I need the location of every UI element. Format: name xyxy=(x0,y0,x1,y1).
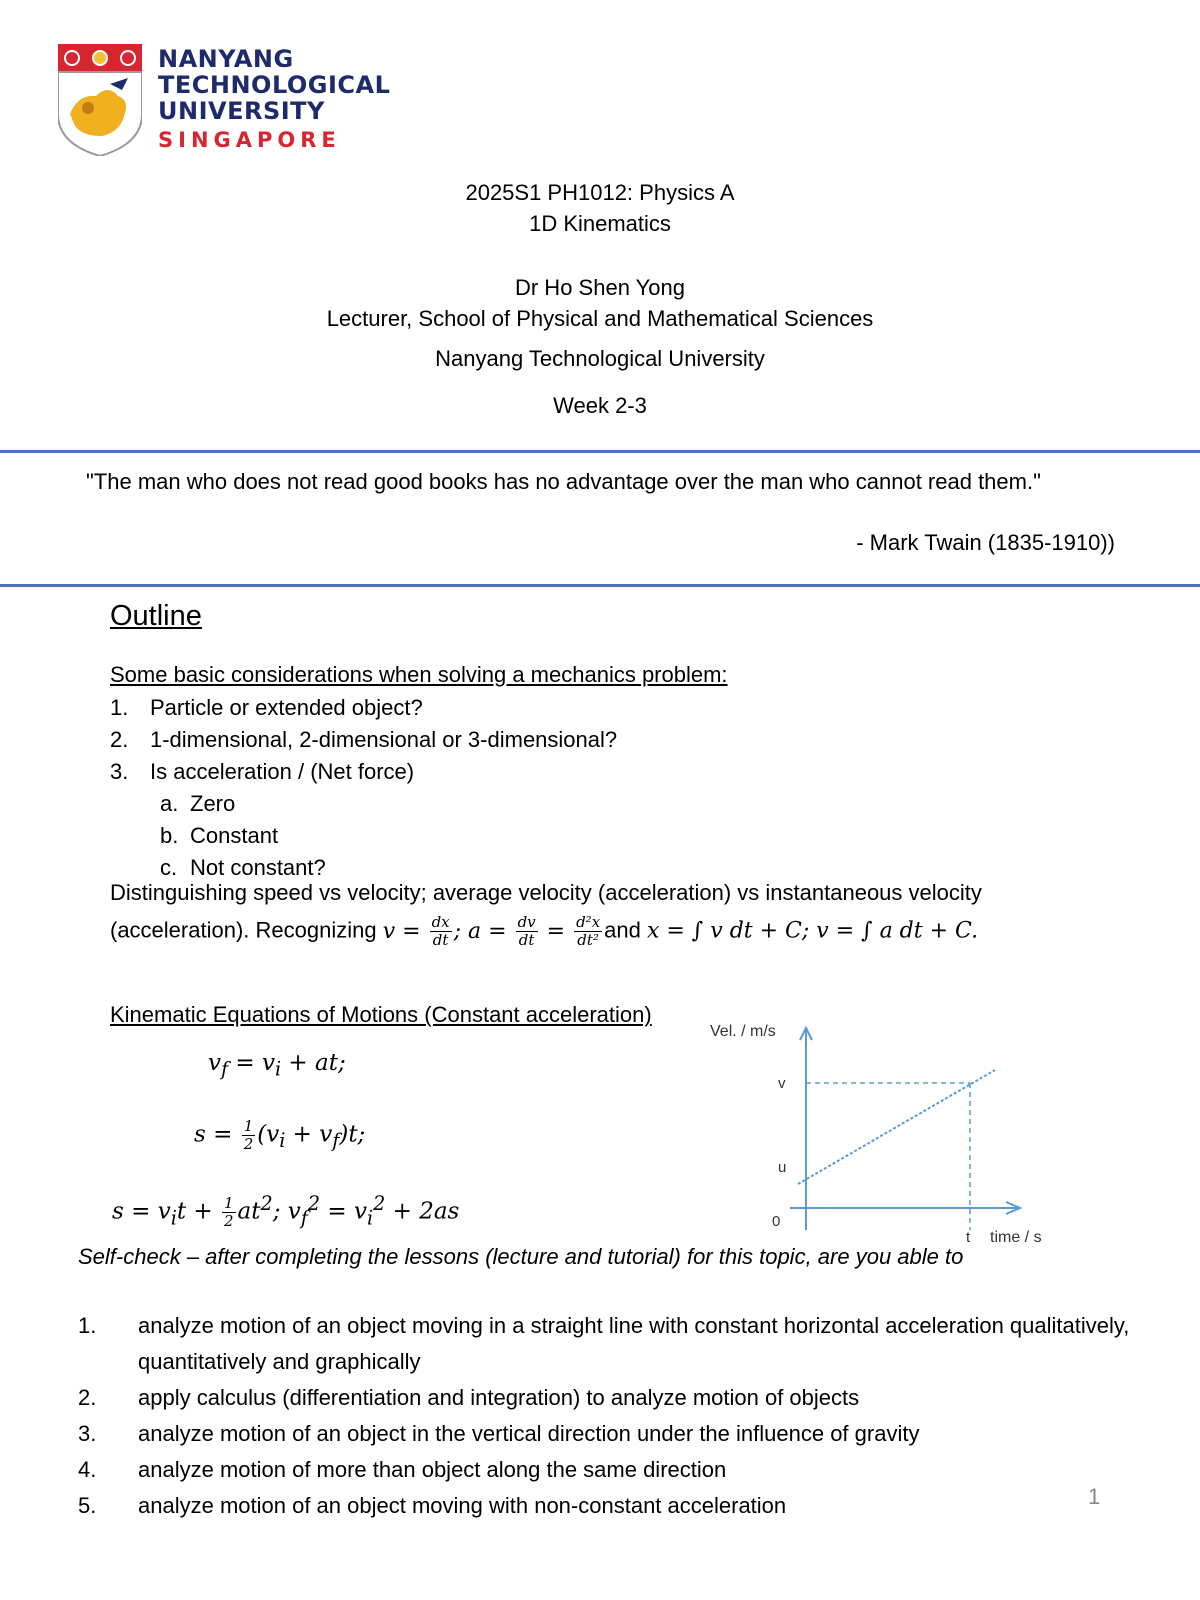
course-title: 2025S1 PH1012: Physics A xyxy=(465,180,735,205)
list-item: 3. analyze motion of an object in the vertical direction under the influence of gravity xyxy=(78,1421,920,1446)
velocity-time-graph xyxy=(690,1020,1070,1250)
lecturer-name: Dr Ho Shen Yong xyxy=(514,275,686,300)
list-item: 4. analyze motion of more than object along the same direction xyxy=(78,1457,727,1482)
equation-vf: $v_f = v_i$ + at; xyxy=(208,1050,346,1081)
lecturer-position: Lecturer, School of Physical and Mathematical Sciences xyxy=(326,306,874,331)
list-item: 3. Is acceleration / (Net force) xyxy=(110,759,415,784)
page-number: 1 xyxy=(1088,1484,1101,1509)
equation-s-and-vf2: $s = v_it$ + $\frac{1}{2}$ $at^2$; $v_f^2 = v_i^2 + 2as$ xyxy=(112,1192,460,1231)
distinguish-line-2: (acceleration). Recognizing v = $\frac{dx}{dt}$ ; a = $\frac{dv}{dt}$ = $\frac{\text{d²x}}{\text{dt²}}$ and x = ∫ v dt + C; v = ∫ a dt + C. xyxy=(110,913,979,949)
equation-s-average: s = $\frac{1}{2}$ $(v_i + v_f)t$; xyxy=(194,1117,366,1153)
logo-line-2: TECHNOLOGICAL xyxy=(158,71,391,99)
list-subitem: b. Constant xyxy=(160,823,279,848)
selfcheck-list xyxy=(78,1308,1138,1524)
topic-title: 1D Kinematics xyxy=(529,211,671,236)
logo-line-3: UNIVERSITY xyxy=(158,97,325,125)
week-label: Week 2-3 xyxy=(553,393,647,418)
crest-icon xyxy=(58,44,142,156)
list-item: 5. analyze motion of an object moving with non-constant acceleration xyxy=(78,1493,787,1518)
velocity-line xyxy=(798,1070,995,1184)
t-tick-label: t xyxy=(966,1229,971,1246)
list-item: 1. Particle or extended object? xyxy=(110,695,423,720)
divider-bottom xyxy=(0,584,1200,587)
u-tick-label: u xyxy=(778,1159,787,1176)
divider-top xyxy=(0,450,1200,453)
list-item: 2. 1-dimensional, 2-dimensional or 3-dimensional? xyxy=(110,727,618,752)
list-subitem: c. Not constant? xyxy=(160,855,326,880)
origin-label: 0 xyxy=(772,1213,781,1230)
graph-x-label: time / s xyxy=(990,1229,1042,1246)
logo-line-1: NANYANG xyxy=(158,45,294,73)
list-item: 2. apply calculus (differentiation and integration) to analyze motion of objects xyxy=(78,1385,860,1410)
list-subitem: a. Zero xyxy=(160,791,236,816)
distinguish-line-1: Distinguishing speed vs velocity; average velocity (acceleration) vs instantaneous velocity xyxy=(110,880,982,905)
quote-text: "The man who does not read good books has no advantage over the man who cannot read them." xyxy=(86,469,1041,494)
university-name: Nanyang Technological University xyxy=(435,346,765,371)
kinematics-heading: Kinematic Equations of Motions (Constant acceleration) xyxy=(110,1002,652,1027)
outline-title: Outline xyxy=(110,600,202,632)
integral-relations: x = ∫ v dt + C; v = ∫ a dt + C. xyxy=(646,918,979,944)
university-logo xyxy=(58,44,391,162)
logo-line-4: SINGAPORE xyxy=(158,128,341,152)
calculus-relations: v = $\frac{dx}{dt}$ ; a = $\frac{dv}{dt}$ = $\frac{\text{d²x}}{\text{dt²}}$ xyxy=(382,913,601,949)
selfcheck-intro: Self-check – after completing the lessons (lecture and tutorial) for this topic, are you able to xyxy=(78,1244,964,1269)
list-item: 1. analyze motion of an object moving in a straight line with constant horizontal acceleration qualitatively, quantitatively and graphically xyxy=(78,1313,1130,1374)
v-tick-label: v xyxy=(778,1075,786,1092)
considerations-list xyxy=(110,692,617,884)
quote-author: - Mark Twain (1835-1910)) xyxy=(856,530,1115,555)
graph-y-label: Vel. / m/s xyxy=(710,1023,776,1040)
considerations-heading: Some basic considerations when solving a mechanics problem: xyxy=(110,662,728,687)
